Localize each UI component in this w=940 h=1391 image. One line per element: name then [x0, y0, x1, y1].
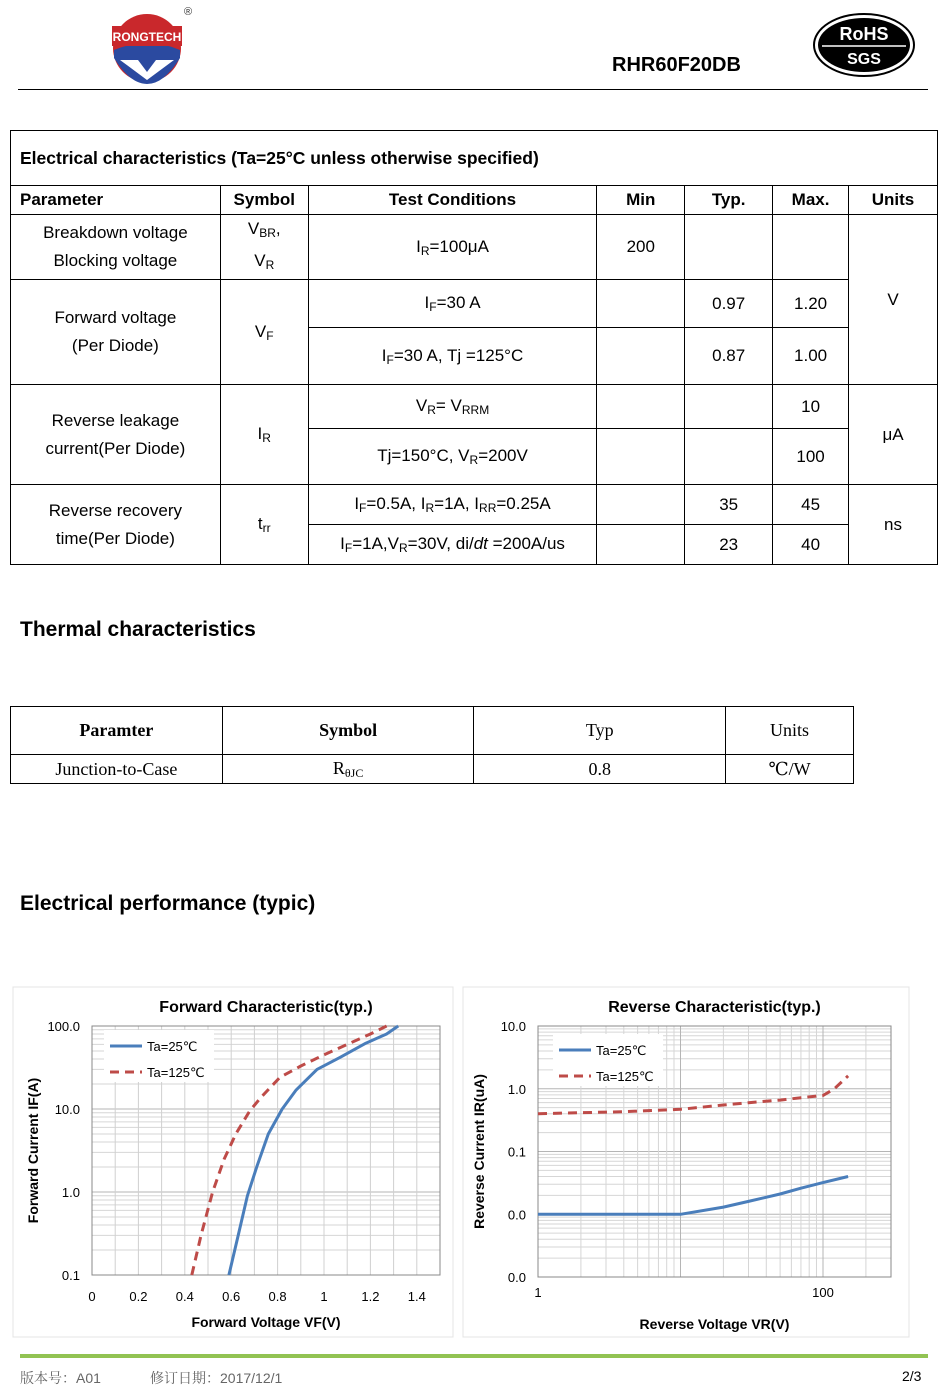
chart-1-legend-label-1: Ta=125℃	[147, 1065, 205, 1080]
footer-revision-date: 修订日期：2017/12/1	[150, 1370, 283, 1386]
forward-min-2	[597, 328, 685, 385]
recovery-typ-2: 23	[685, 525, 773, 565]
cond-part: =30V, di/	[407, 534, 474, 553]
leakage-parameter	[11, 385, 221, 485]
footer-divider	[20, 1354, 928, 1358]
chart-1-x-axis-label: Forward Voltage VF(V)	[191, 1314, 341, 1330]
chart-1-x-tick-label: 0.6	[222, 1289, 241, 1304]
cond-sub: RR	[479, 501, 497, 515]
forward-typ-2: 0.87	[685, 328, 773, 385]
chart-1-frame	[13, 987, 453, 1337]
chart-1-y-tick-label: 0.1	[61, 1268, 80, 1283]
cond-eq: = V	[435, 396, 462, 415]
forward-min-1	[597, 280, 685, 328]
col-min: Min	[597, 186, 685, 215]
leakage-typ-1	[685, 385, 773, 429]
chart-1-y-axis-label: Forward Current IF(A)	[25, 1077, 41, 1224]
recovery-label: Reverse recovery	[48, 500, 182, 520]
chart-1-y-tick-label: 10.0	[54, 1102, 80, 1117]
header-divider	[18, 89, 928, 90]
part-number: RHR60F20DB	[612, 54, 741, 76]
forward-sublabel: (Per Diode)	[71, 336, 159, 355]
leakage-max-2: 100	[773, 429, 849, 485]
breakdown-typ	[685, 215, 773, 280]
forward-max-2: 1.00	[773, 328, 849, 385]
thermal-header-row	[11, 707, 854, 755]
chart-2-y-tick-label: 0.0	[507, 1207, 526, 1223]
chart-2-y-tick-label: 0.1	[507, 1144, 526, 1160]
sym-r: R	[262, 431, 271, 445]
cond-r: R	[427, 403, 436, 417]
recovery-max-1: 45	[773, 485, 849, 525]
electrical-caption: Electrical characteristics (Ta=25°C unless otherwise specified)	[11, 131, 938, 186]
cond-rrm: RRM	[461, 403, 490, 417]
chart-1-x-tick-label: 0.2	[129, 1289, 148, 1304]
footer-version: 版本号：A01	[20, 1370, 101, 1386]
leakage-units: μA	[849, 385, 938, 485]
chart-2-legend-label-0: Ta=25℃	[596, 1043, 647, 1058]
cond-value: =30 A	[436, 293, 481, 312]
sym-t: t	[257, 514, 263, 533]
chart-2-x-tick-label: 1	[534, 1285, 542, 1300]
thermal-typ: 0.8	[474, 755, 726, 784]
chart-1-y-tick-label: 1.0	[61, 1185, 80, 1200]
cond-r: R	[420, 243, 430, 258]
chart-1-x-tick-label: 0.8	[268, 1289, 287, 1304]
cond-tj: Tj=150°C, V	[377, 446, 470, 465]
cond-v: V	[415, 396, 428, 415]
cond-value: =100μA	[429, 236, 489, 256]
recovery-parameter	[11, 485, 221, 565]
chart-1-x-tick-label: 0.4	[175, 1289, 194, 1304]
chart-2-legend-label-1: Ta=125℃	[596, 1069, 654, 1084]
leakage-cond-2	[308, 429, 597, 485]
cond-value: =30 A, Tj =125°C	[393, 345, 524, 365]
forward-symbol	[220, 280, 308, 385]
cond-value: =200V	[478, 446, 528, 465]
sym-br: BR	[259, 226, 276, 240]
thermal-symbol	[222, 755, 474, 784]
leakage-cond-1	[308, 385, 597, 429]
forward-cond-2	[308, 328, 597, 385]
thermal-table	[10, 706, 854, 784]
sym-v: V	[254, 251, 266, 270]
leakage-sublabel: current(Per Diode)	[45, 438, 186, 458]
cond-part: =1A, I	[434, 494, 480, 513]
forward-label: Forward voltage	[54, 308, 177, 327]
cond-r: R	[469, 453, 479, 467]
footer-page-number: 2/3	[902, 1368, 922, 1384]
recovery-row-1	[11, 485, 938, 525]
thermal-col-symbol: Symbol	[222, 707, 474, 755]
breakdown-min: 200	[597, 215, 685, 280]
chart-1-title: Forward Characteristic(typ.)	[159, 999, 373, 1016]
cond-part: =1A,V	[352, 534, 399, 553]
cond-i: I	[424, 293, 430, 312]
forward-cond-1	[308, 280, 597, 328]
chart-1-x-tick-label: 0	[88, 1289, 96, 1304]
sym-r: R	[332, 757, 345, 778]
col-symbol: Symbol	[220, 186, 308, 215]
sgs-text: SGS	[847, 51, 881, 68]
breakdown-label: Breakdown voltage	[43, 223, 188, 242]
cond-sub: F	[344, 541, 353, 555]
sym-i: I	[257, 424, 263, 443]
col-test-conditions: Test Conditions	[308, 186, 597, 215]
cond-sub: R	[425, 501, 435, 515]
thermal-col-param: Paramter	[11, 707, 223, 755]
thermal-heading: Thermal characteristics	[20, 618, 256, 641]
col-parameter: Parameter	[11, 186, 221, 215]
electrical-header-row	[11, 186, 938, 215]
sym-r: R	[265, 258, 275, 272]
leakage-row-1	[11, 385, 938, 429]
thermal-col-typ: Typ	[474, 707, 726, 755]
col-max: Max.	[773, 186, 849, 215]
recovery-min-2	[597, 525, 685, 565]
cond-italic: dt	[473, 534, 488, 553]
reverse-characteristic-chart	[462, 986, 910, 1338]
cond-i: I	[416, 236, 421, 256]
breakdown-condition	[308, 215, 597, 280]
leakage-symbol	[220, 385, 308, 485]
forward-typ-1: 0.97	[685, 280, 773, 328]
cond-f: F	[429, 300, 437, 314]
performance-heading: Electrical performance (typic)	[20, 892, 316, 915]
cond-sub: R	[399, 541, 408, 555]
recovery-typ-1: 35	[685, 485, 773, 525]
leakage-min-1	[597, 385, 685, 429]
recovery-units: ns	[849, 485, 938, 565]
cond-part: =200A/us	[487, 534, 565, 553]
chart-2-y-axis-label: Reverse Current IR(uA)	[471, 1074, 487, 1229]
leakage-typ-2	[685, 429, 773, 485]
recovery-cond-1	[308, 485, 597, 525]
recovery-cond-2	[308, 525, 597, 565]
breakdown-row	[11, 215, 938, 280]
cond-part: =0.25A	[496, 494, 551, 513]
chart-1-x-tick-label: 1.4	[407, 1289, 426, 1304]
thermal-units: ℃/W	[726, 755, 854, 784]
leakage-label: Reverse leakage	[51, 410, 180, 430]
chart-1-x-tick-label: 1	[320, 1289, 328, 1304]
blocking-label: Blocking voltage	[53, 251, 178, 270]
chart-2-x-tick-label: 100	[812, 1285, 834, 1300]
sym-v: V	[247, 219, 260, 238]
cond-sub: F	[359, 501, 367, 515]
registered-mark: ®	[183, 6, 193, 18]
sym-f: F	[266, 328, 274, 343]
cond-part: I	[354, 494, 360, 513]
forward-characteristic-chart	[12, 986, 454, 1338]
recovery-sublabel: time(Per Diode)	[55, 528, 175, 548]
chart-2-x-axis-label: Reverse Voltage VR(V)	[639, 1316, 790, 1332]
breakdown-symbol	[220, 215, 308, 280]
cond-f: F	[386, 352, 394, 367]
thermal-col-units: Units	[726, 707, 854, 755]
cond-i: I	[381, 345, 387, 365]
rongtech-logo	[110, 6, 194, 84]
sym-rr: rr	[262, 521, 271, 535]
chart-2-y-tick-label: 1.0	[507, 1081, 526, 1097]
chart-2-y-tick-label: 0.0	[507, 1270, 526, 1285]
col-units: Units	[849, 186, 938, 215]
leakage-max-1: 10	[773, 385, 849, 429]
thermal-data-row	[11, 755, 854, 784]
chart-1-y-tick-label: 100.0	[47, 1019, 80, 1034]
rohs-sgs-badge	[812, 12, 916, 78]
chart-1-legend-label-0: Ta=25℃	[147, 1039, 198, 1054]
sym-v: V	[254, 321, 267, 341]
recovery-symbol	[220, 485, 308, 565]
breakdown-parameter	[11, 215, 221, 280]
leakage-min-2	[597, 429, 685, 485]
electrical-characteristics-table	[10, 130, 938, 565]
chart-1-x-tick-label: 1.2	[361, 1289, 380, 1304]
sym-comma: ,	[275, 219, 281, 238]
forward-parameter	[11, 280, 221, 385]
breakdown-max	[773, 215, 849, 280]
sym-theta-jc: θJC	[344, 765, 364, 780]
chart-2-title: Reverse Characteristic(typ.)	[608, 999, 821, 1016]
cond-part: =0.5A, I	[366, 494, 426, 513]
recovery-min-1	[597, 485, 685, 525]
volt-units: V	[849, 215, 938, 385]
recovery-max-2: 40	[773, 525, 849, 565]
forward-max-1: 1.20	[773, 280, 849, 328]
chart-2-y-tick-label: 10.0	[500, 1019, 526, 1034]
thermal-param: Junction-to-Case	[11, 755, 223, 784]
rohs-text: RoHS	[839, 24, 889, 44]
cond-part: I	[340, 534, 345, 553]
forward-row-1	[11, 280, 938, 328]
brand-text: RONGTECH	[112, 30, 182, 44]
col-typ: Typ.	[685, 186, 773, 215]
